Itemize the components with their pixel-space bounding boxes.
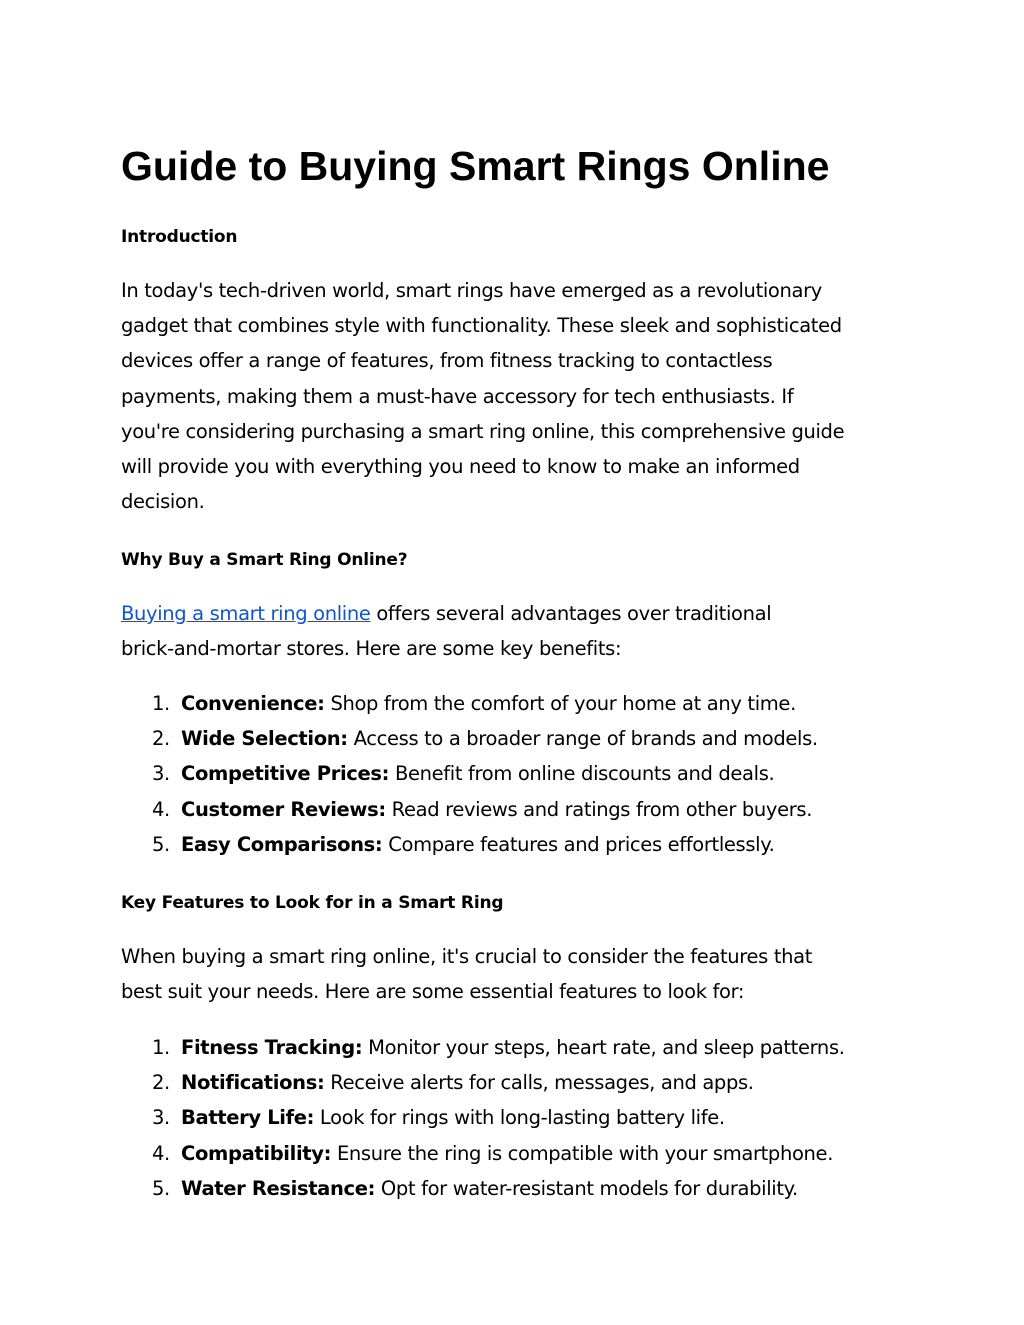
benefit-item [121,686,818,721]
list-number: 1. [152,692,170,715]
list-number: 3. [152,762,170,786]
why-buy-line-text: offers several advantages over traditional [370,602,772,625]
list-item-label: Customer Reviews: [181,797,386,821]
benefits-list [121,686,818,862]
list-item-text: Shop from the comfort of your home at any time. [324,692,796,715]
intro-line: will provide you with everything you need to know to make an informed [121,455,800,479]
features-line: When buying a smart ring online, it's crucial to consider the features that [121,945,813,968]
feature-item [121,1030,845,1065]
benefit-item [121,792,818,827]
feature-item [121,1171,845,1206]
feature-item [121,1136,845,1171]
benefit-item [121,756,818,791]
section-heading-introduction: Introduction [121,227,238,247]
list-item-label: Battery Life: [181,1106,315,1130]
list-item-text: Compare features and prices effortlessly. [382,832,775,856]
list-item-text: Access to a broader range of brands and models. [347,727,818,751]
section-heading-why-buy: Why Buy a Smart Ring Online? [121,550,408,570]
page-title: Guide to Buying Smart Rings Online [121,143,830,189]
section-heading-key-features: Key Features to Look for in a Smart Ring [121,893,504,913]
list-number: 4. [152,797,170,821]
features-paragraph [121,939,911,1009]
list-number: 1. [152,1036,170,1059]
list-number: 5. [152,832,170,856]
list-item-text: Receive alerts for calls, messages, and apps. [324,1071,754,1095]
intro-line: you're considering purchasing a smart ring online, this comprehensive guide [121,419,845,443]
list-item-label: Wide Selection: [181,727,348,751]
list-number: 5. [152,1176,170,1200]
buying-smart-ring-link[interactable]: Buying a smart ring online [121,602,371,625]
feature-item [121,1100,845,1135]
intro-line: devices offer a range of features, from fitness tracking to contactless [121,349,773,373]
list-item-label: Easy Comparisons: [181,832,383,856]
benefit-item [121,721,818,756]
list-item-text: Read reviews and ratings from other buyers. [385,797,813,821]
list-item-text: Benefit from online discounts and deals. [389,762,775,786]
list-number: 3. [152,1106,170,1130]
feature-item [121,1065,845,1100]
intro-line: decision. [121,490,205,514]
why-buy-line [121,596,911,631]
list-number: 4. [152,1141,170,1165]
benefit-item [121,827,818,862]
list-item-label: Competitive Prices: [181,762,390,786]
list-item-text: Opt for water-resistant models for durability. [375,1176,798,1200]
list-item-label: Notifications: [181,1071,325,1095]
why-buy-paragraph [121,596,911,666]
list-number: 2. [152,1071,170,1095]
intro-line: In today's tech-driven world, smart rings have emerged as a revolutionary [121,279,822,302]
why-buy-line: brick-and-mortar stores. Here are some key benefits: [121,637,622,661]
intro-line: gadget that combines style with functionality. These sleek and sophisticated [121,314,842,338]
list-item-text: Monitor your steps, heart rate, and sleep patterns. [362,1036,845,1059]
list-item-label: Water Resistance: [181,1176,376,1200]
features-list [121,1030,845,1206]
list-item-text: Ensure the ring is compatible with your smartphone. [331,1141,834,1165]
intro-paragraph [121,273,911,519]
list-number: 2. [152,727,170,751]
list-item-text: Look for rings with long-lasting battery life. [314,1106,725,1130]
features-line: best suit your needs. Here are some essential features to look for: [121,980,745,1004]
list-item-label: Fitness Tracking: [181,1036,363,1059]
intro-line: payments, making them a must-have accessory for tech enthusiasts. If [121,384,794,408]
list-item-label: Convenience: [181,692,325,715]
list-item-label: Compatibility: [181,1141,332,1165]
